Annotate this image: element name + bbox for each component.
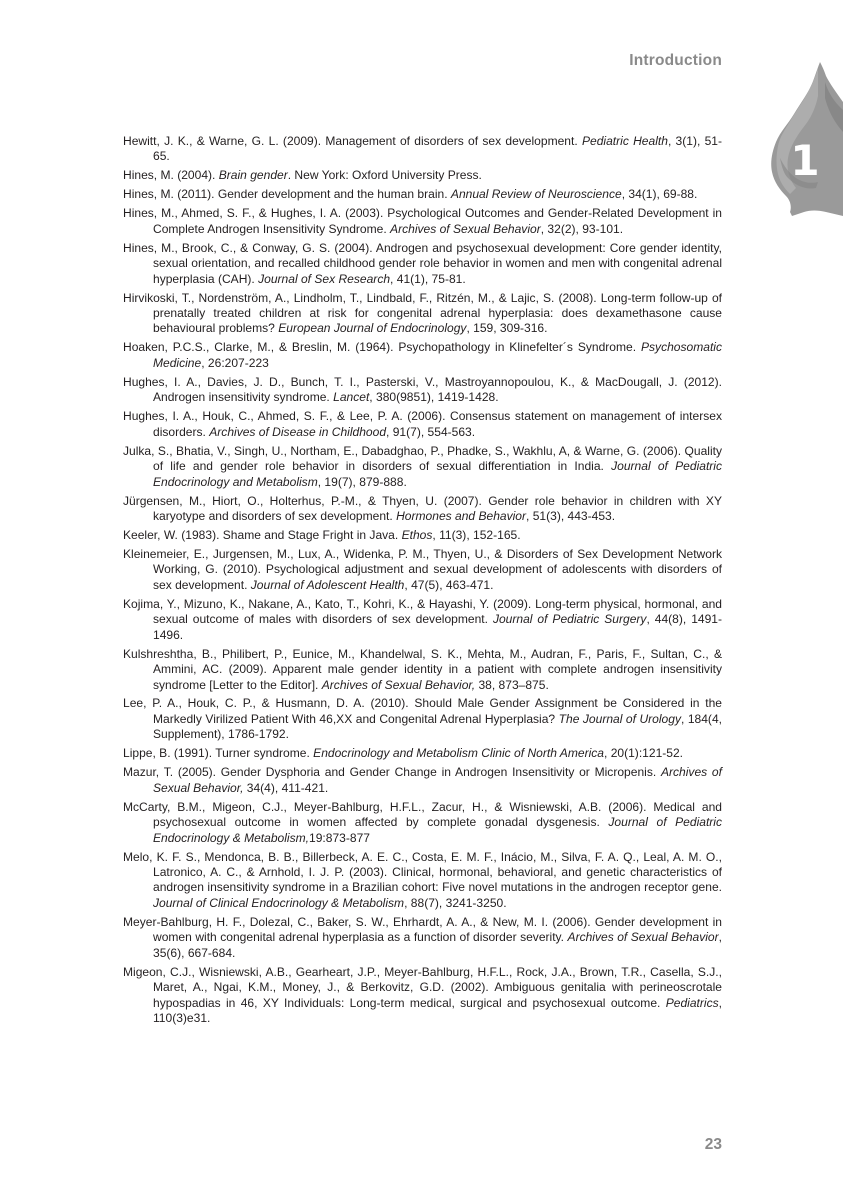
reference-entry <box>123 291 722 337</box>
reference-citation-details: 34(4), 411-421. <box>243 780 329 795</box>
reference-text: Hoaken, P.C.S., Clarke, M., & Breslin, M. (1964). Psychopathology in Klinefelter´s Syndrome. <box>123 340 641 355</box>
reference-entry <box>123 375 722 406</box>
reference-citation-details: , 184(4, Supplement), 1786-1792. <box>153 711 722 742</box>
reference-text: Hines, M. (2011). Gender development and the human brain. <box>123 187 451 202</box>
reference-text: Hughes, I. A., Houk, C., Ahmed, S. F., & Lee, P. A. (2006). Consensus statement on management of intersex disorders. <box>123 409 722 439</box>
reference-citation-details: , 380(9851), 1419-1428. <box>369 390 499 405</box>
reference-source-title: Brain gender <box>218 168 288 183</box>
reference-entry <box>123 528 722 543</box>
reference-entry <box>123 915 722 961</box>
reference-entry <box>123 187 722 202</box>
reference-text: Keeler, W. (1983). Shame and Stage Fright in Java. <box>123 527 402 542</box>
reference-source-title: Archives of Sexual Behavior <box>390 221 541 236</box>
reference-text: Migeon, C.J., Wisniewski, A.B., Gearheart, J.P., Meyer-Bahlburg, H.F.L., Rock, J.A., Brown, T.R., Casella, S.J., Maret, A., Ngai, K.M., Money, J., & Berkovitz, G.D. (2002). Ambiguous genitalia with perineoscrotale hypospadias in 46, XY Individuals: Long-term medical, surgical and psychosexual outcome. <box>123 964 722 1010</box>
reference-entry <box>123 965 722 1027</box>
reference-source-title: Journal of Pediatric Endocrinology & Metabolism, <box>153 815 722 845</box>
reference-citation-details: , 159, 309-316. <box>466 321 548 336</box>
reference-text: Hughes, I. A., Davies, J. D., Bunch, T. I., Pasterski, V., Mastroyannopoulou, K., & MacDougall, J. (2012). Androgen insensitivity syndrome. <box>123 374 722 405</box>
reference-citation-details: , 47(5), 463-471. <box>404 577 494 592</box>
reference-citation-details: , 11(3), 152-165. <box>432 527 521 542</box>
reference-entry <box>123 241 722 287</box>
reference-entry <box>123 494 722 525</box>
reference-text: Hines, M. (2004). <box>123 168 219 183</box>
reference-entry <box>123 547 722 593</box>
reference-source-title: Archives of Disease in Childhood <box>209 424 387 439</box>
reference-text: Melo, K. F. S., Mendonca, B. B., Billerbeck, A. E. C., Costa, E. M. F., Inácio, M., Silva, F. A. Q., Leal, A. M. O., Latronico, A. C., & Arnhold, I. J. P. (2003). Clinical, hormonal, behavioral, and genetic characteristics of androgen insensitivity syndrome in a Brazilian cohort: Five novel mutations in the androgen receptor gene. <box>123 849 722 895</box>
reference-source-title: Journal of Sex Research <box>258 271 391 286</box>
reference-citation-details: , 41(1), 75-81. <box>390 271 466 286</box>
reference-citation-details: 19:873-877 <box>309 830 370 845</box>
reference-source-title: Archives of Sexual Behavior <box>567 930 719 945</box>
reference-text: Hines, M., Ahmed, S. F., & Hughes, I. A. (2003). Psychological Outcomes and Gender-Related Development in Complete Androgen Insensitivity Syndrome. <box>123 206 722 236</box>
reference-citation-details: 38, 873–875. <box>475 677 549 692</box>
reference-source-title: Hormones and Behavior <box>396 508 527 523</box>
reference-entry <box>123 597 722 643</box>
reference-entry <box>123 765 722 796</box>
reference-entry <box>123 168 722 183</box>
reference-source-title: Journal of Pediatric Surgery <box>492 612 647 627</box>
reference-text: Hines, M., Brook, C., & Conway, G. S. (2004). Androgen and psychosexual development: Core gender identity, sexual orientation, and recalled childhood gender role behavior in women and men with congenital adrenal hyperplasia (CAH). <box>123 240 722 286</box>
reference-entry <box>123 746 722 761</box>
reference-entry <box>123 206 722 237</box>
reference-text: Kulshreshtha, B., Philibert, P., Eunice, M., Khandelwal, S. K., Mehta, M., Audran, F., Paris, F., Sultan, C., & Ammini, AC. (2009). Apparent male gender identity in a patient with complete androgen insensitivity syndrome [Letter to the Editor]. <box>123 646 722 692</box>
reference-text: Kojima, Y., Mizuno, K., Nakane, A., Kato, T., Kohri, K., & Hayashi, Y. (2009). Long-term physical, hormonal, and sexual outcome of males with disorders of sex development. <box>123 596 722 627</box>
page-number: 23 <box>704 1136 722 1153</box>
reference-citation-details: , 19(7), 879-888. <box>317 474 407 489</box>
reference-citation-details: , 3(1), 51-65. <box>153 134 722 164</box>
reference-source-title: Pediatrics <box>665 995 719 1010</box>
reference-text: Kleinemeier, E., Jurgensen, M., Lux, A., Widenka, P. M., Thyen, U., & Disorders of Sex Development Network Working, G. (2010). Psychological adjustment and sexual development of adolescents with disorders of sex development. <box>123 546 722 592</box>
reference-source-title: Journal of Adolescent Health <box>250 577 405 592</box>
chapter-number: 1 <box>790 136 820 185</box>
reference-list <box>123 134 722 1030</box>
reference-citation-details: , 51(3), 443-453. <box>526 508 616 523</box>
reference-citation-details: , 35(6), 667-684. <box>153 930 722 960</box>
reference-citation-details: , 91(7), 554-563. <box>386 424 476 439</box>
reference-source-title: European Journal of Endocrinology <box>278 321 467 336</box>
reference-source-title: Ethos <box>401 527 433 542</box>
reference-source-title: Endocrinology and Metabolism Clinic of North America <box>313 746 604 761</box>
reference-text: Mazur, T. (2005). Gender Dysphoria and Gender Change in Androgen Insensitivity or Micropenis. <box>123 765 661 780</box>
reference-source-title: Annual Review of Neuroscience <box>450 187 622 202</box>
reference-citation-details: . New York: Oxford University Press. <box>287 168 482 183</box>
reference-source-title: Psychosomatic Medicine <box>153 340 722 370</box>
reference-text: Lee, P. A., Houk, C. P., & Husmann, D. A. (2010). Should Male Gender Assignment be Considered in the Markedly Virilized Patient With 46,XX and Congenital Adrenal Hyperplasia? <box>123 696 722 726</box>
reference-citation-details: , 26:207-223 <box>201 355 269 370</box>
reference-citation-details: , 34(1), 69-88. <box>621 187 698 202</box>
reference-entry <box>123 340 722 371</box>
reference-entry <box>123 444 722 490</box>
reference-source-title: Archives of Sexual Behavior, <box>321 677 476 692</box>
reference-text: Hewitt, J. K., & Warne, G. L. (2009). Management of disorders of sex development. <box>123 134 582 148</box>
reference-entry <box>123 409 722 440</box>
reference-citation-details: , 88(7), 3241-3250. <box>404 895 507 910</box>
reference-text: Lippe, B. (1991). Turner syndrome. <box>123 746 314 761</box>
reference-source-title: Pediatric Health <box>581 134 668 148</box>
reference-text: McCarty, B.M., Migeon, C.J., Meyer-Bahlburg, H.F.L., Zacur, H., & Wisniewski, A.B. (2006). Medical and psychosexual outcome in women affected by complete gonadal dysgenesis. <box>123 799 722 830</box>
reference-citation-details: , 110(3)e31. <box>153 995 722 1026</box>
reference-citation-details: , 20(1):121-52. <box>604 746 684 761</box>
reference-entry <box>123 850 722 912</box>
reference-source-title: The Journal of Urology <box>558 711 681 726</box>
reference-text: Julka, S., Bhatia, V., Singh, U., Northam, E., Dabadghao, P., Phadke, S., Wakhlu, A, & Warne, G. (2006). Quality of life and gender role behavior in disorders of sexual differentiation in India. <box>123 443 722 474</box>
reference-entry <box>123 647 722 693</box>
reference-citation-details: , 32(2), 93-101. <box>540 221 624 236</box>
reference-source-title: Lancet <box>333 390 370 405</box>
reference-text: Meyer-Bahlburg, H. F., Dolezal, C., Baker, S. W., Ehrhardt, A. A., & New, M. I. (2006). Gender development in women with congenital adrenal hyperplasia as a function of disorder severity. <box>123 914 722 945</box>
reference-source-title: Journal of Clinical Endocrinology & Metabolism <box>153 895 405 910</box>
reference-source-title: Journal of Pediatric Endocrinology and Metabolism <box>153 459 722 489</box>
reference-source-title: Archives of Sexual Behavior, <box>153 765 722 795</box>
reference-text: Hirvikoski, T., Nordenström, A., Lindholm, T., Lindbald, F., Ritzén, M., & Lajic, S. (2008). Long-term follow-up of prenatally treated children at risk for congenital adrenal hyperplasia: does dexamethasone cause behavioural problems? <box>123 290 722 336</box>
reference-text: Jürgensen, M., Hiort, O., Holterhus, P.-M., & Thyen, U. (2007). Gender role behavior in children with XY karyotype and disorders of sex development. <box>123 493 722 523</box>
reference-entry <box>123 800 722 846</box>
reference-citation-details: , 44(8), 1491-1496. <box>153 612 723 642</box>
reference-entry <box>123 696 722 742</box>
running-header-title: Introduction <box>629 52 722 69</box>
reference-entry <box>123 134 722 165</box>
